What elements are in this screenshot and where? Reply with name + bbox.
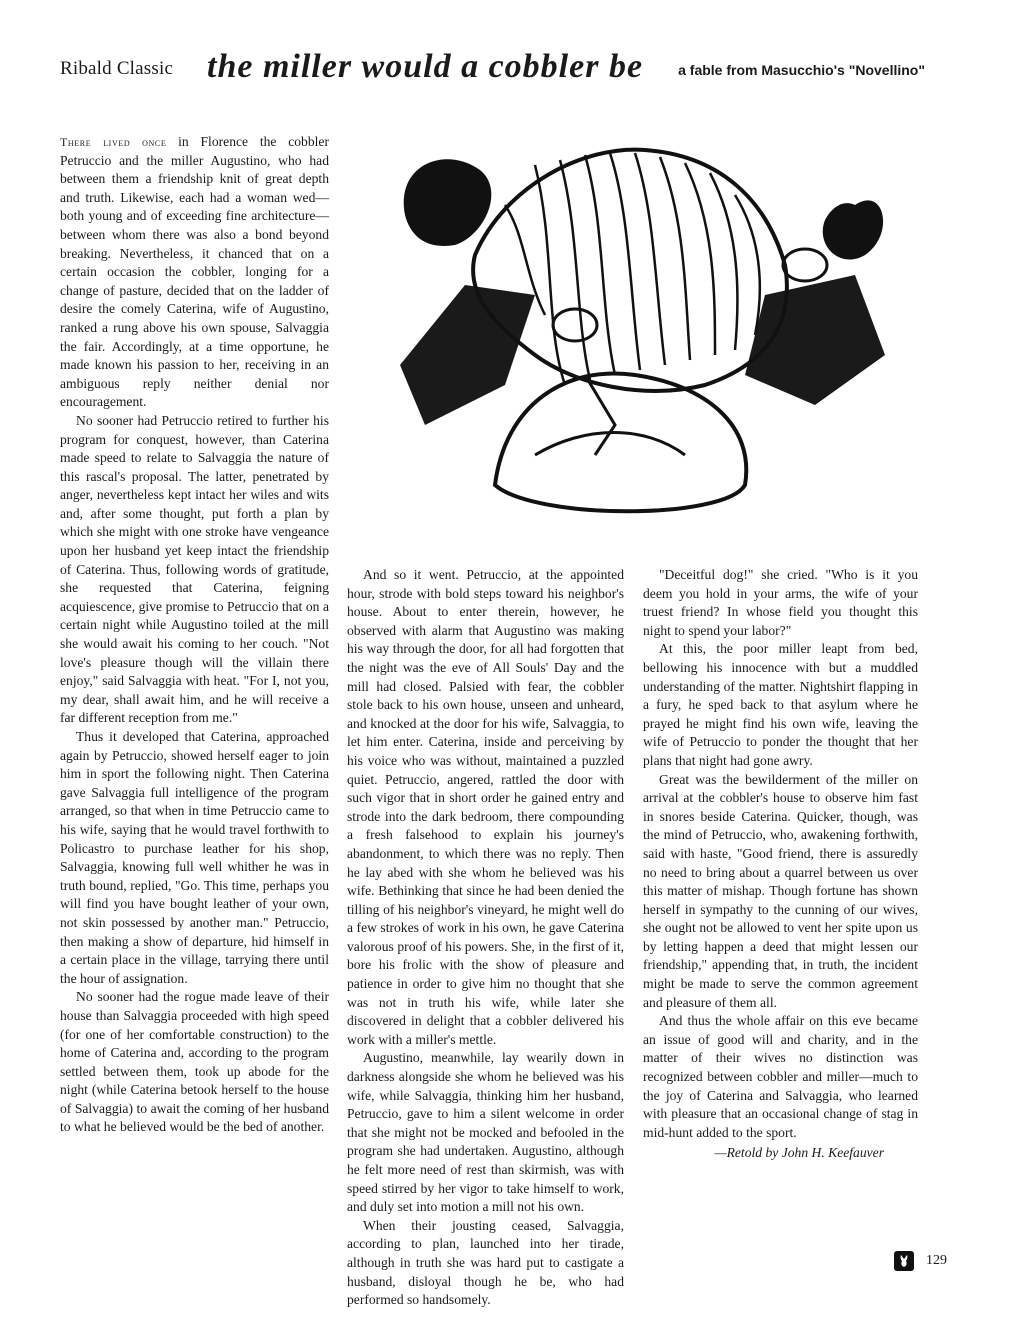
page-header <box>60 48 925 92</box>
article-paragraph: When their jousting ceased, Salvaggia, according to plan, launched into her tirade, although in truth she was hard put to castigate a husband, disloyal though he be, who had performed so handsomely. <box>347 1217 624 1308</box>
article-title: the miller would a cobbler be <box>207 48 644 85</box>
article-lead: There lived once <box>60 135 167 149</box>
article-paragraph: And so it went. Petruccio, at the appointed hour, strode with bold steps toward his neighbor's house. About to enter therein, however, he observed with alarm that Augustino was making his way through the door, for all had forgotten that the night was the eve of All Souls' Day and the mill had closed. Palsied with fear, the cobbler stole back to his own house, unseen and unheard, and knocked at the door for his wife, Salvaggia, to let him enter. Caterina, inside and perceiving by his voice who was without, maintained a puzzled quiet. Petruccio, angered, rattled the door with such vigor that in short order he gained entry and strode into the dark bedroom, there compounding a fresh falsehood to explain his journey's abandonment, to which there was no reply. Then he lay abed with she whom he believed was his wife. Bethinking that since he had been denied the tilling of his neighbor's vineyard, he might well do a few strokes of work in his own, he gave Caterina valorous proof of his powers. She, in the first of it, bore his frolic with the show of pleasure and patience in order to give him no thought that she was not in truth his wife, while later she discovered in delight that a cobbler delivered his work with a miller's mettle. <box>347 567 624 1047</box>
article-byline: —Retold by John H. Keefauver <box>714 1145 884 1161</box>
section-label: Ribald Classic <box>60 58 174 79</box>
article-paragraph: No sooner had Petruccio retired to further his program for conquest, however, than Caterina made speed to relate to Salvaggia the nature of this rascal's proposal. The latter, penetrated by anger, nevertheless kept intact her wiles and wits and, after some thought, put forth a plan by which she might with one stroke have vengeance upon her husband yet keep intact the friendship of Caterina. Thus, following words of gratitude, she requested that Caterina, feigning acquiescence, give promise to Petruccio that on a certain night while Augustino toiled at the mill she would await his coming to her couch. "Not love's pleasure though will the villain there enjoy," said Salvaggia with heat. "For I, not you, my dear, shall await him, and he will receive a far different reception from me." <box>60 412 329 726</box>
article-column-3 <box>643 566 918 1271</box>
article-column-1 <box>60 133 329 1268</box>
article-paragraph: Thus it developed that Caterina, approached again by Petruccio, showed herself eager to join him in sport the following night. Then Caterina gave Salvaggia full intelligence of the program arranged, so that when in time Petruccio came to his wife, saying that he would travel forthwith to Policastro to purchase leather for his shop, Salvaggia, knowing full well whither he was in truth bound, replied, "Go. This time, perhaps you will find you have bought leather of your own, not skin possessed by another man." Petruccio, then making a show of departure, hid himself in a certain place in the village, tarrying there until the hour of assignation. <box>60 729 329 986</box>
article-paragraph: in Florence the cobbler Petruccio and the miller Augustino, who had between them a friendship knit of great depth and truth. Likewise, each had a woman wed—both young and of exceeding fine architecture—between whom there was also a bond beyond breaking. Nevertheless, it chanced that on a certain occasion the cobbler, longing for a change of pasture, decided that on the ladder of desire the comely Caterina, wife of Augustino, ranked a rung above his own spouse, Salvaggia the fair. Accordingly, at a time opportune, he made known his passion to her, receiving in an ambiguous reply neither denial nor encouragement. <box>60 134 329 410</box>
article-paragraph: And thus the whole affair on this eve became an issue of good will and charity, and in the matter of their wives no distinction was recognized between cobbler and miller—much to the joy of Caterina and Salvaggia, who learned with pleasure that an occasional change of stag in mid-hunt added to the sport. <box>643 1013 918 1140</box>
rabbit-head-icon <box>894 1251 914 1271</box>
article-paragraph: Augustino, meanwhile, lay wearily down in darkness alongside she whom he believed was his wife, while Salvaggia, thinking him her husband, Petruccio, gave to him a silent welcome in order that she might not be mocked and befooled in the program she had undertaken. Augustino, although he felt more need of rest than skirmish, was with speed stirred by her vigor to take himself to work, and duly set into motion a mill not his own. <box>347 1050 624 1215</box>
article-paragraph: At this, the poor miller leapt from bed, bellowing his innocence with but a muddled understanding of the matter. Nightshirt flapping in a fury, he sped back to that asylum where he prayed he might find his own wife, leaving the wife of Petruccio to ponder the thought that her plans that night had gone awry. <box>643 641 918 768</box>
page-number: 129 <box>926 1253 947 1268</box>
article-column-2 <box>347 566 624 1308</box>
article-paragraph: No sooner had the rogue made leave of their house than Salvaggia proceeded with high speed (for one of her comfortable construction) to the home of Caterina and, according to the program settled between them, took up abode for the night (while Caterina betook herself to the house of Salvaggia) to await the coming of her husband to what he believed would be the bed of another. <box>60 989 329 1135</box>
article-subtitle: a fable from Masucchio's "Novellino" <box>678 62 925 78</box>
article-paragraph: "Deceitful dog!" she cried. "Who is it you deem you hold in your arms, the wife of your truest friend? In whose field you thought this night to spend your labor?" <box>643 567 918 638</box>
article-paragraph: Great was the bewilderment of the miller on arrival at the cobbler's house to observe him fast in snores beside Caterina. Quicker, though, was the mind of Petruccio, who, awakening forthwith, said with haste, "Good friend, there is assuredly no need to bring about a quarrel between us over this matter of mishap. Though fortune has shown herself in sympathy to the cunning of our wives, she ought not be allowed to vent her spite upon us by letting happen a deed that might lessen our friendship," appending that, in truth, the incident might be made to serve the common agreement and pleasure of them all. <box>643 771 918 1010</box>
illustration <box>385 125 895 525</box>
